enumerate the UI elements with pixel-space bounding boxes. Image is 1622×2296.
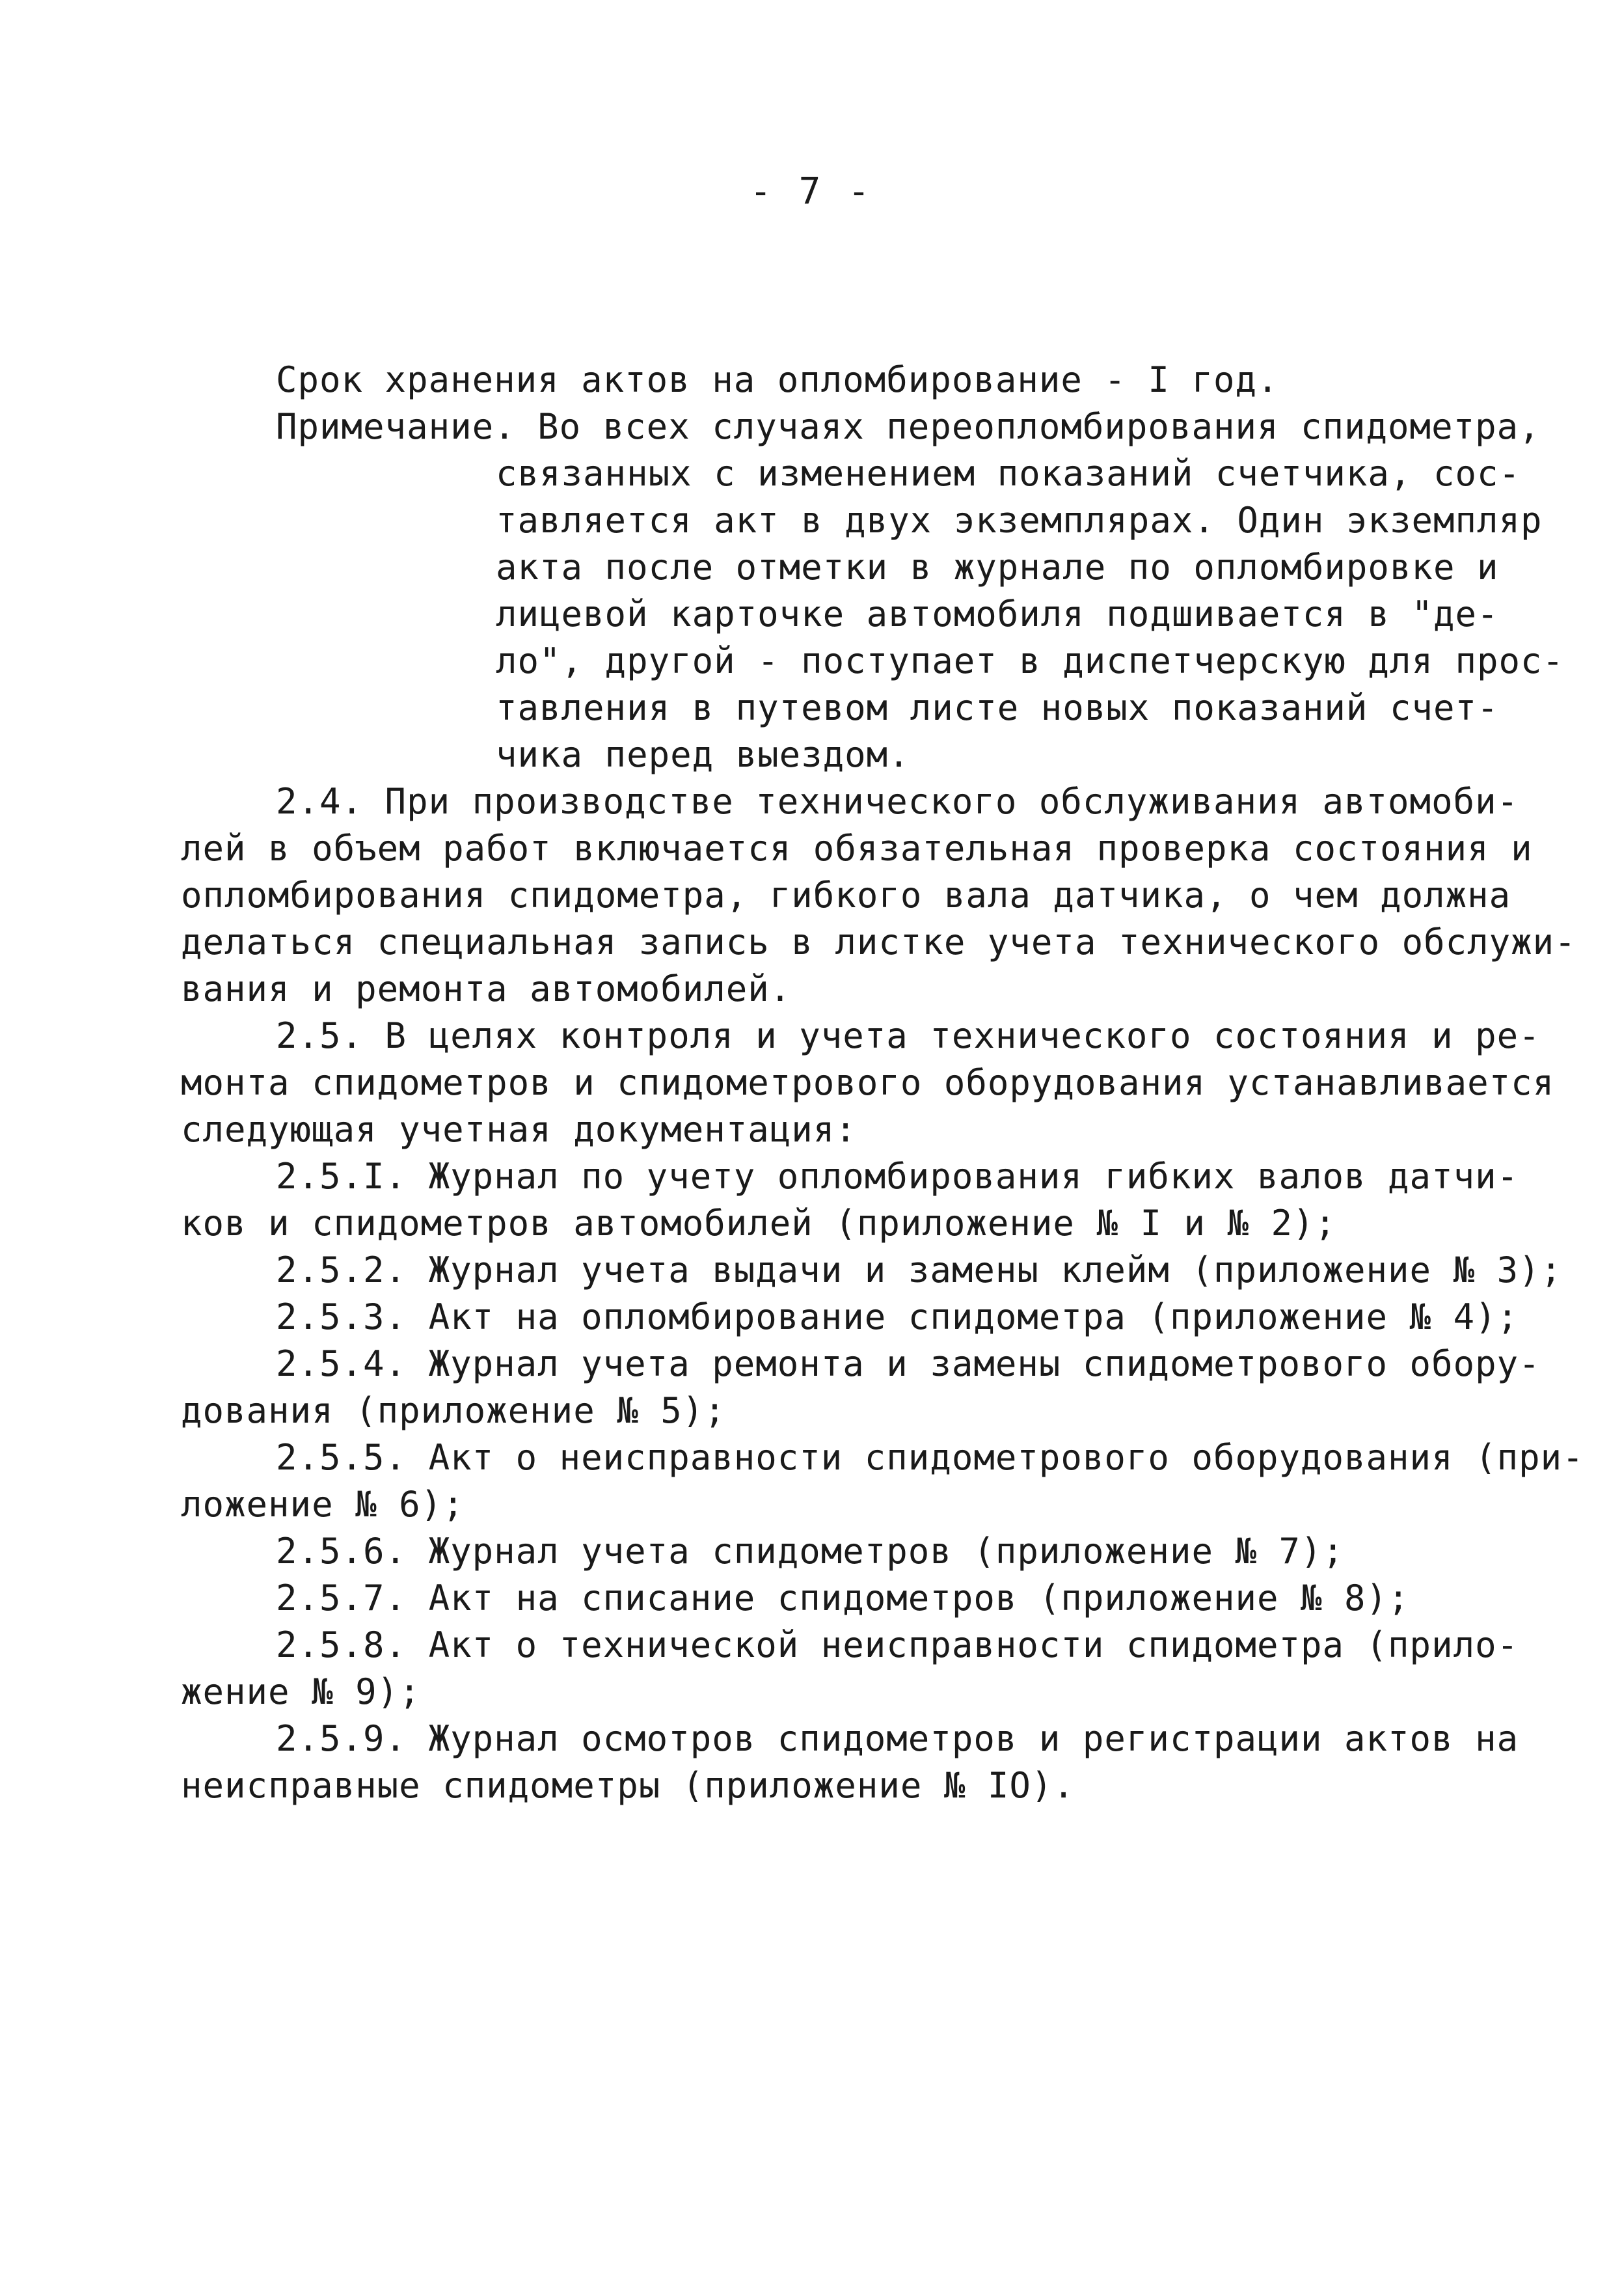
text-line: акта после отметки в журнале по опломбировке и <box>496 547 1499 588</box>
text-line: опломбирования спидометра, гибкого вала датчика, о чем должна <box>181 875 1511 916</box>
text-line: связанных с изменением показаний счетчика, сос- <box>496 453 1521 494</box>
text-line: 2.5. В целях контроля и учета технического состояния и ре- <box>276 1015 1541 1056</box>
text-line: 2.5.6. Журнал учета спидометров (приложение № 7); <box>276 1531 1345 1572</box>
text-line: следующая учетная документация: <box>181 1109 857 1150</box>
text-line: жение № 9); <box>181 1671 421 1712</box>
text-line: ков и спидометров автомобилей (приложение № I и № 2); <box>181 1203 1337 1244</box>
text-line: неисправные спидометры (приложение № IO). <box>181 1765 1075 1806</box>
text-line: 2.5.5. Акт о неисправности спидометрового оборудования (при- <box>276 1437 1584 1478</box>
text-line: тавляется акт в двух экземплярах. Один экземпляр <box>496 500 1543 541</box>
text-line: лей в объем работ включается обязательная проверка состояния и <box>181 828 1533 869</box>
text-line: ложение № 6); <box>181 1484 465 1525</box>
text-line: Срок хранения актов на опломбирование - I год. <box>276 359 1279 400</box>
text-line: 2.4. При производстве технического обслуживания автомоби- <box>276 781 1519 822</box>
text-line: вания и ремонта автомобилей. <box>181 968 792 1009</box>
text-line: 2.5.8. Акт о технической неисправности спидометра (прило- <box>276 1624 1519 1665</box>
text-line: 2.5.I. Журнал по учету опломбирования гибких валов датчи- <box>276 1156 1519 1197</box>
text-line: 2.5.7. Акт на списание спидометров (приложение № 8); <box>276 1578 1410 1619</box>
text-line: делаться специальная запись в листке учета технического обслужи- <box>181 922 1576 963</box>
text-line: чика перед выездом. <box>496 734 910 775</box>
document-body <box>181 357 1584 1809</box>
text-line: 2.5.2. Журнал учета выдачи и замены клейм (приложение № 3); <box>276 1250 1563 1291</box>
text-line: ло", другой - поступает в диспетчерскую для прос- <box>496 640 1565 681</box>
text-line: 2.5.4. Журнал учета ремонта и замены спидометрового обору- <box>276 1343 1541 1384</box>
text-line: 2.5.9. Журнал осмотров спидометров и регистрации актов на <box>276 1718 1519 1759</box>
text-line: тавления в путевом листе новых показаний счет- <box>496 687 1499 728</box>
text-line: 2.5.3. Акт на опломбирование спидометра (приложение № 4); <box>276 1296 1519 1337</box>
page-number: - 7 - <box>750 171 872 213</box>
text-line: монта спидометров и спидометрового оборудования устанавливается <box>181 1062 1555 1103</box>
text-line: Примечание. Во всех случаях переопломбирования спидометра, <box>276 406 1541 447</box>
text-line: лицевой карточке автомобиля подшивается в "де- <box>496 594 1499 635</box>
text-line: дования (приложение № 5); <box>181 1390 726 1431</box>
